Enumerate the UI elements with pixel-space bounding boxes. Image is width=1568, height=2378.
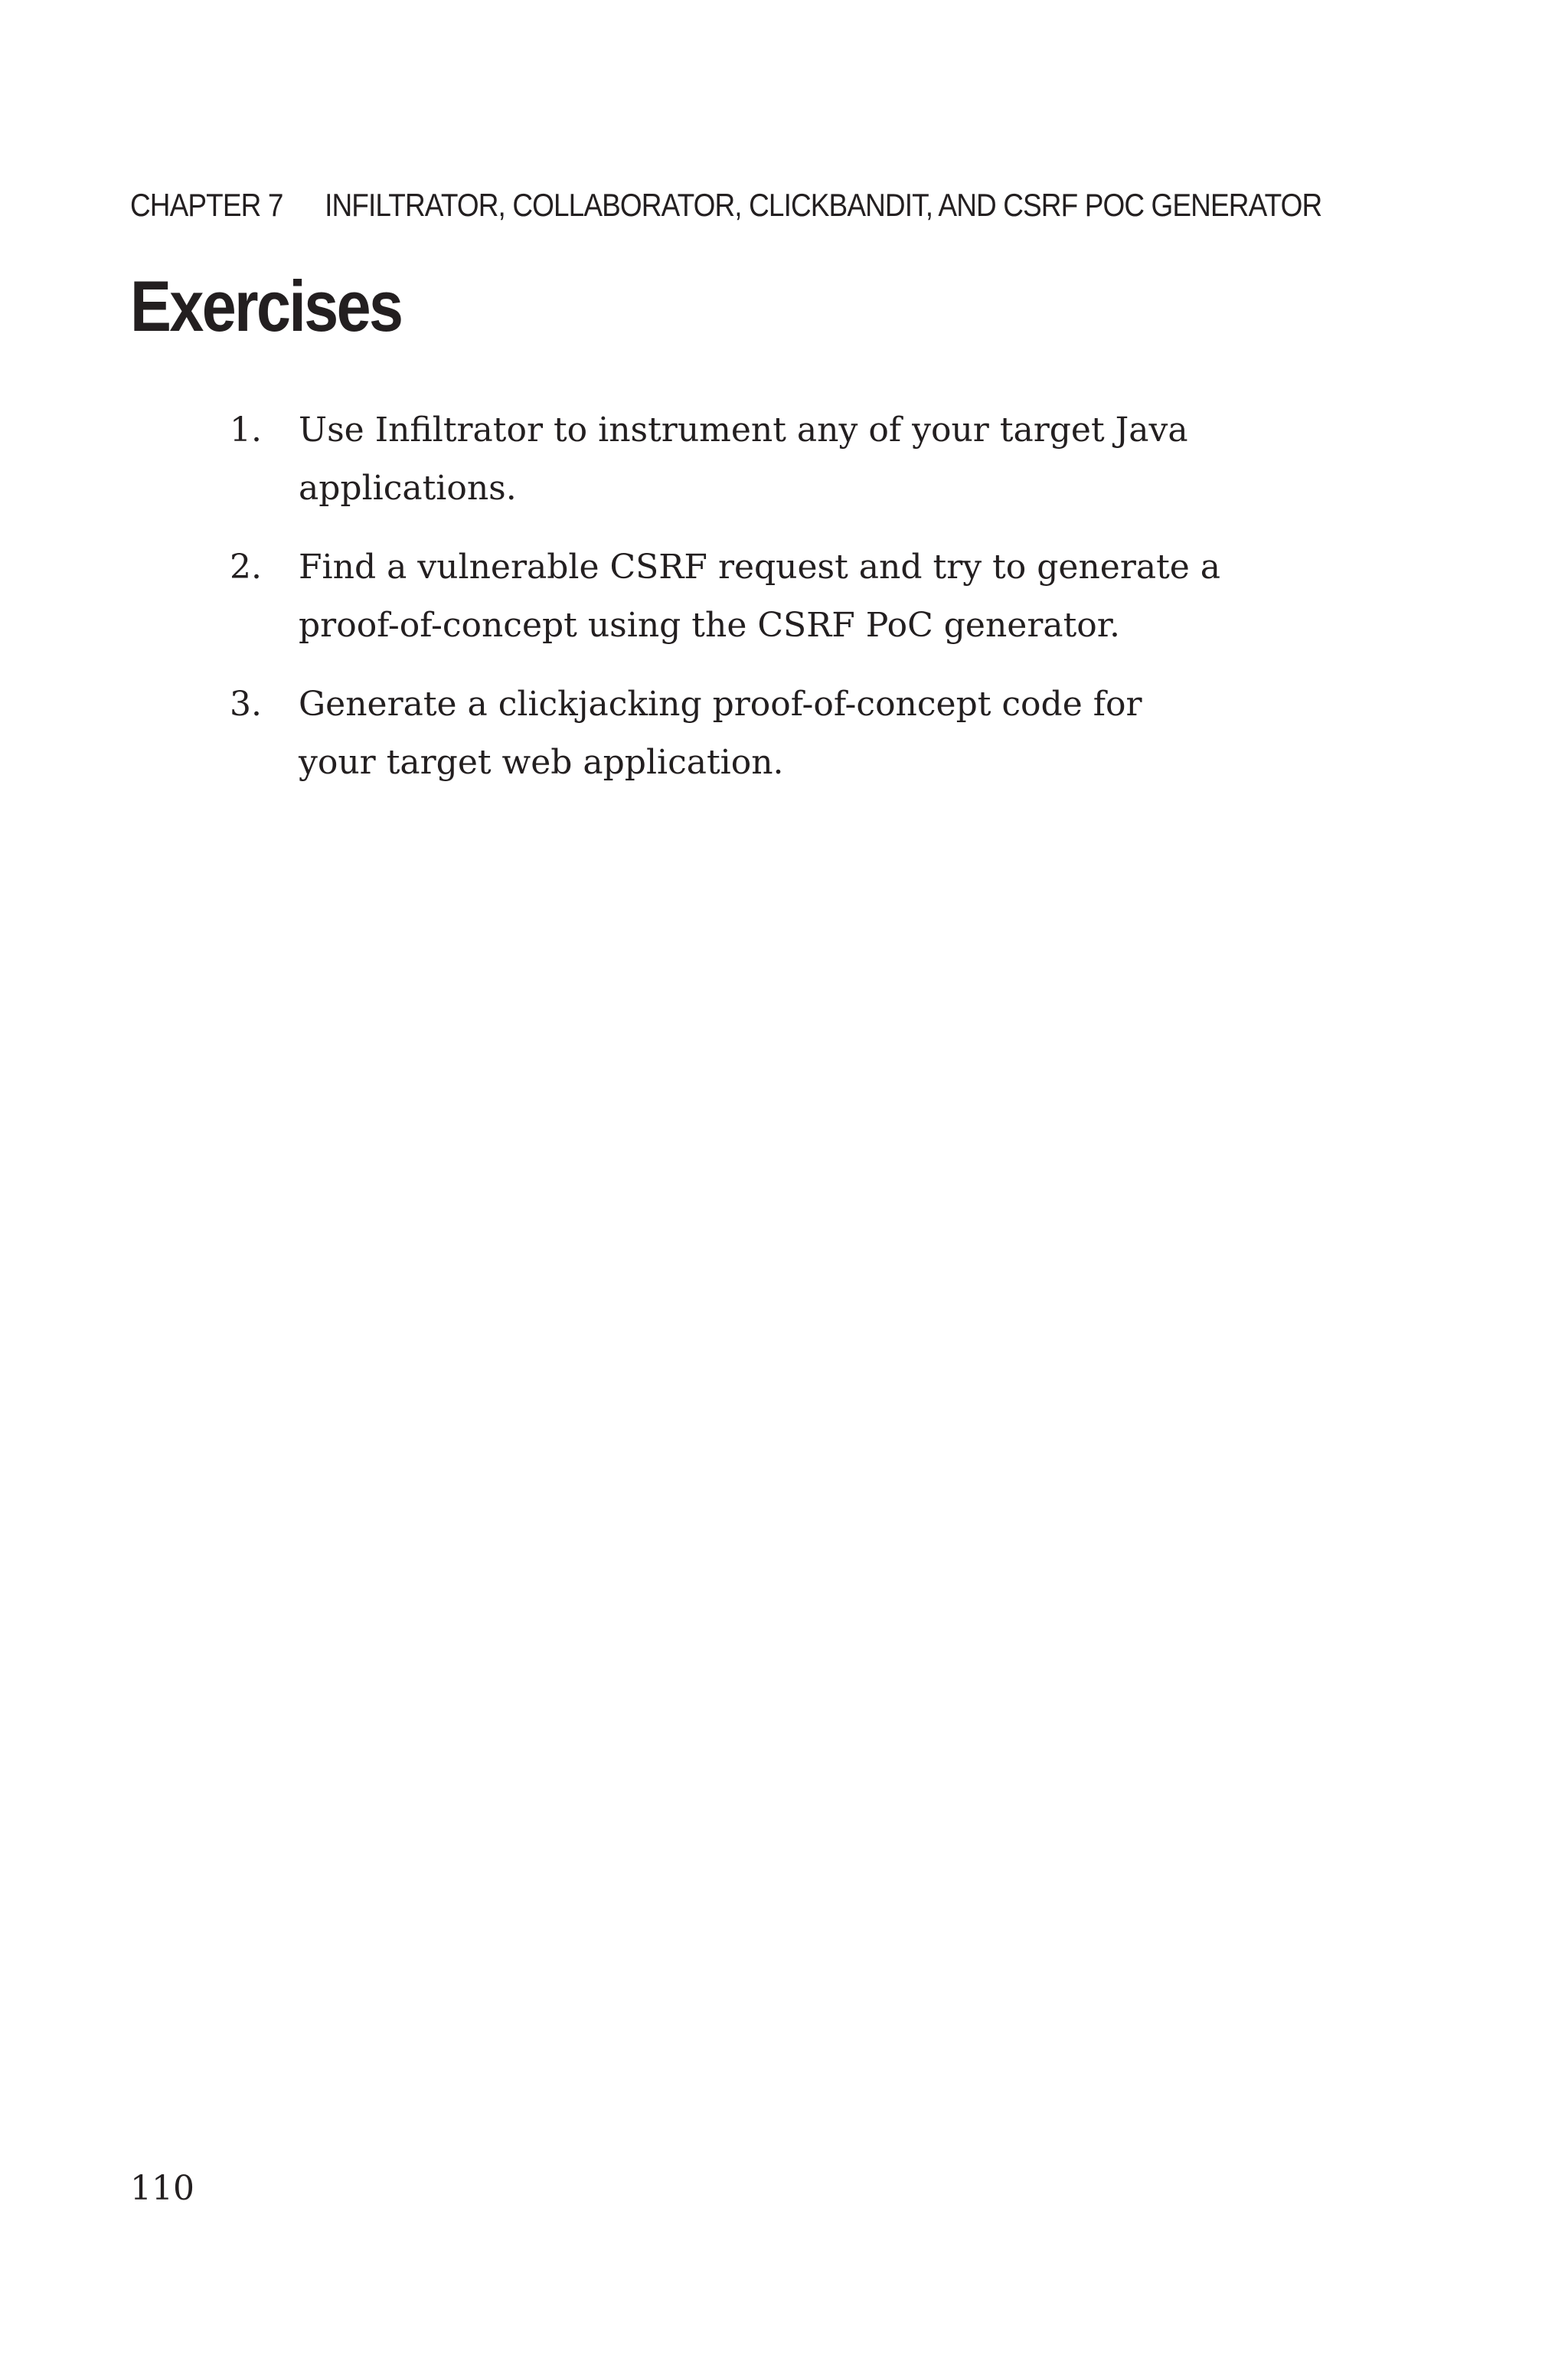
list-item-number: 1. <box>230 411 262 450</box>
exercise-list <box>230 401 1225 813</box>
list-item-text-line: Generate a clickjacking proof-of-concept code for <box>299 685 1142 724</box>
list-item-number: 2. <box>230 548 262 587</box>
list-item <box>230 538 1225 655</box>
list-item-number: 3. <box>230 685 262 724</box>
chapter-label: CHAPTER 7 <box>130 187 283 223</box>
list-item-text-line: applications. <box>299 469 517 508</box>
running-header <box>130 187 1321 224</box>
list-item <box>230 401 1225 518</box>
list-item <box>230 675 1225 792</box>
section-title: Exercises <box>130 266 402 346</box>
chapter-title: INFILTRATOR, COLLABORATOR, CLICKBANDIT, AND CSRF POC GENERATOR <box>325 187 1322 223</box>
list-item-text-line: Find a vulnerable CSRF request and try to generate a <box>299 548 1221 587</box>
list-item-text-line: your target web application. <box>299 743 784 782</box>
list-item-text-line: Use Infiltrator to instrument any of your target Java <box>299 411 1188 450</box>
list-item-text-line: proof-of-concept using the CSRF PoC generator. <box>299 606 1120 645</box>
page-number: 110 <box>130 2169 194 2208</box>
